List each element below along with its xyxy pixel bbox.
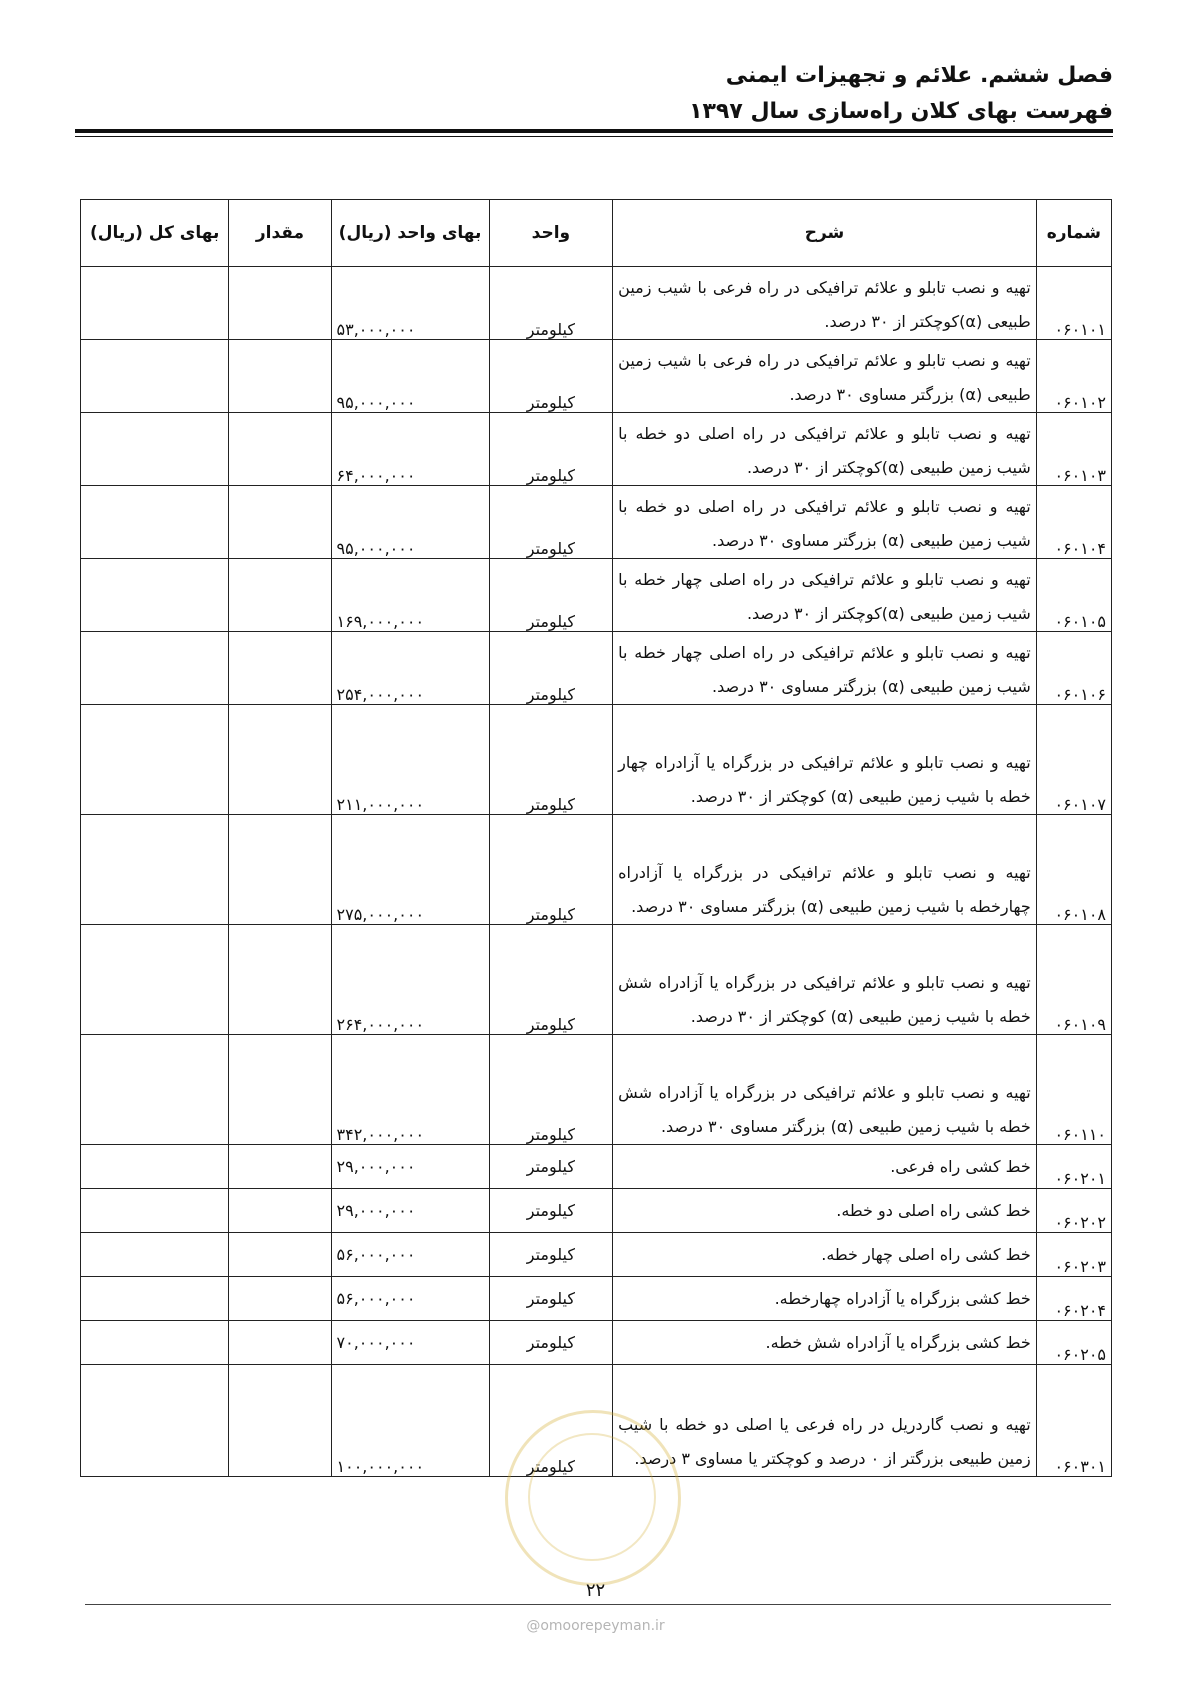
row-unit-price: ۲۵۴,۰۰۰,۰۰۰ xyxy=(331,632,489,705)
row-quantity xyxy=(229,1277,331,1321)
row-description: خط کشی بزرگراه یا آزادراه چهارخطه. xyxy=(613,1277,1037,1321)
row-quantity xyxy=(229,413,331,486)
row-description: تهیه و نصب تابلو و علائم ترافیکی در راه اصلی چهار خطه با شیب زمین طبیعی (α)کوچکتر از ۳۰ درصد. xyxy=(613,559,1037,632)
row-unit: کیلومتر xyxy=(489,340,613,413)
row-unit-price: ۲۹,۰۰۰,۰۰۰ xyxy=(331,1145,489,1189)
table-row xyxy=(81,1145,1112,1189)
row-total-price xyxy=(81,1035,229,1145)
row-unit-price: ۵۶,۰۰۰,۰۰۰ xyxy=(331,1233,489,1277)
row-total-price xyxy=(81,1145,229,1189)
row-description: تهیه و نصب تابلو و علائم ترافیکی در راه اصلی دو خطه با شیب زمین طبیعی (α) بزرگتر مساوی ۳۰ درصد. xyxy=(613,486,1037,559)
row-unit-price: ۵۶,۰۰۰,۰۰۰ xyxy=(331,1277,489,1321)
row-total-price xyxy=(81,632,229,705)
row-unit-price: ۵۳,۰۰۰,۰۰۰ xyxy=(331,267,489,340)
row-unit: کیلومتر xyxy=(489,267,613,340)
table-row xyxy=(81,267,1112,340)
row-unit: کیلومتر xyxy=(489,632,613,705)
row-description: تهیه و نصب تابلو و علائم ترافیکی در راه فرعی با شیب زمین طبیعی (α)کوچکتر از ۳۰ درصد. xyxy=(613,267,1037,340)
row-quantity xyxy=(229,267,331,340)
watermark-website: @omoorepeyman.ir xyxy=(526,1618,665,1634)
row-total-price xyxy=(81,486,229,559)
row-description: خط کشی راه اصلی چهار خطه. xyxy=(613,1233,1037,1277)
row-description: تهیه و نصب تابلو و علائم ترافیکی در راه اصلی دو خطه با شیب زمین طبیعی (α)کوچکتر از ۳۰ درصد. xyxy=(613,413,1037,486)
row-description: تهیه و نصب تابلو و علائم ترافیکی در راه فرعی با شیب زمین طبیعی (α) بزرگتر مساوی ۳۰ درصد. xyxy=(613,340,1037,413)
row-code: ۰۶۰۱۰۲ xyxy=(1036,340,1111,413)
row-quantity xyxy=(229,1321,331,1365)
row-unit-price: ۹۵,۰۰۰,۰۰۰ xyxy=(331,340,489,413)
row-code: ۰۶۰۱۰۸ xyxy=(1036,815,1111,925)
row-quantity xyxy=(229,340,331,413)
row-code: ۰۶۰۲۰۴ xyxy=(1036,1277,1111,1321)
header-rule-thick xyxy=(75,129,1113,133)
row-total-price xyxy=(81,413,229,486)
row-code: ۰۶۰۲۰۱ xyxy=(1036,1145,1111,1189)
row-unit-price: ۲۱۱,۰۰۰,۰۰۰ xyxy=(331,705,489,815)
chapter-title: فصل ششم. علائم و تجهیزات ایمنی xyxy=(725,63,1113,88)
row-unit-price: ۲۹,۰۰۰,۰۰۰ xyxy=(331,1189,489,1233)
row-total-price xyxy=(81,705,229,815)
row-description: خط کشی راه اصلی دو خطه. xyxy=(613,1189,1037,1233)
watermark-seal-inner xyxy=(528,1433,656,1561)
row-unit: کیلومتر xyxy=(489,1145,613,1189)
row-description: خط کشی بزرگراه یا آزادراه شش خطه. xyxy=(613,1321,1037,1365)
row-unit-price: ۲۷۵,۰۰۰,۰۰۰ xyxy=(331,815,489,925)
watermark-seal-icon xyxy=(505,1410,681,1586)
row-code: ۰۶۰۲۰۲ xyxy=(1036,1189,1111,1233)
row-description: تهیه و نصب تابلو و علائم ترافیکی در بزرگراه یا آزادراه شش خطه با شیب زمین طبیعی (α) بزرگتر مساوی ۳۰ درصد. xyxy=(613,1035,1037,1145)
row-unit-price: ۷۰,۰۰۰,۰۰۰ xyxy=(331,1321,489,1365)
row-quantity xyxy=(229,559,331,632)
table-row xyxy=(81,1233,1112,1277)
page-header xyxy=(689,60,1113,128)
row-quantity xyxy=(229,925,331,1035)
row-unit-price: ۶۴,۰۰۰,۰۰۰ xyxy=(331,413,489,486)
row-unit: کیلومتر xyxy=(489,413,613,486)
footer-rule xyxy=(85,1604,1111,1605)
row-quantity xyxy=(229,1365,331,1477)
header-quantity: مقدار xyxy=(229,200,331,267)
row-total-price xyxy=(81,1189,229,1233)
row-unit-price: ۹۵,۰۰۰,۰۰۰ xyxy=(331,486,489,559)
row-unit-price: ۱۰۰,۰۰۰,۰۰۰ xyxy=(331,1365,489,1477)
row-description: تهیه و نصب گاردریل در راه فرعی یا اصلی دو خطه با شیب زمین طبیعی بزرگتر از ۰ درصد و کوچکتر یا مساوی ۳ درصد. xyxy=(613,1365,1037,1477)
row-code: ۰۶۰۱۰۱ xyxy=(1036,267,1111,340)
row-code: ۰۶۰۱۰۵ xyxy=(1036,559,1111,632)
row-unit: کیلومتر xyxy=(489,1233,613,1277)
table-row xyxy=(81,559,1112,632)
row-total-price xyxy=(81,925,229,1035)
row-description: تهیه و نصب تابلو و علائم ترافیکی در بزرگراه یا آزادراه چهار خطه با شیب زمین طبیعی (α) کوچکتر از ۳۰ درصد. xyxy=(613,705,1037,815)
row-quantity xyxy=(229,815,331,925)
row-description: تهیه و نصب تابلو و علائم ترافیکی در بزرگراه یا آزادراه شش خطه با شیب زمین طبیعی (α) کوچکتر از ۳۰ درصد. xyxy=(613,925,1037,1035)
header-total-price: بهای کل (ریال) xyxy=(81,200,229,267)
row-unit-price: ۲۶۴,۰۰۰,۰۰۰ xyxy=(331,925,489,1035)
row-total-price xyxy=(81,340,229,413)
row-total-price xyxy=(81,1277,229,1321)
row-unit: کیلومتر xyxy=(489,925,613,1035)
table-row xyxy=(81,925,1112,1035)
row-code: ۰۶۰۱۰۴ xyxy=(1036,486,1111,559)
row-total-price xyxy=(81,559,229,632)
table-row xyxy=(81,815,1112,925)
row-total-price xyxy=(81,1365,229,1477)
row-code: ۰۶۰۱۰۹ xyxy=(1036,925,1111,1035)
row-quantity xyxy=(229,705,331,815)
row-description: تهیه و نصب تابلو و علائم ترافیکی در راه اصلی چهار خطه با شیب زمین طبیعی (α) بزرگتر مساوی ۳۰ درصد. xyxy=(613,632,1037,705)
row-quantity xyxy=(229,486,331,559)
row-description: تهیه و نصب تابلو و علائم ترافیکی در بزرگراه یا آزادراه چهارخطه با شیب زمین طبیعی (α) بزرگتر مساوی ۳۰ درصد. xyxy=(613,815,1037,925)
row-unit: کیلومتر xyxy=(489,559,613,632)
table-row xyxy=(81,413,1112,486)
row-code: ۰۶۰۱۱۰ xyxy=(1036,1035,1111,1145)
document-subtitle: فهرست بهای کلان راه‌سازی سال ۱۳۹۷ xyxy=(689,99,1113,124)
table-row xyxy=(81,1189,1112,1233)
row-quantity xyxy=(229,1189,331,1233)
header-unit-price: بهای واحد (ریال) xyxy=(331,200,489,267)
row-quantity xyxy=(229,1035,331,1145)
table-row xyxy=(81,340,1112,413)
table-row xyxy=(81,1035,1112,1145)
row-code: ۰۶۰۲۰۳ xyxy=(1036,1233,1111,1277)
row-code: ۰۶۰۱۰۶ xyxy=(1036,632,1111,705)
row-quantity xyxy=(229,632,331,705)
row-code: ۰۶۰۱۰۷ xyxy=(1036,705,1111,815)
row-unit: کیلومتر xyxy=(489,486,613,559)
row-code: ۰۶۰۳۰۱ xyxy=(1036,1365,1111,1477)
row-unit: کیلومتر xyxy=(489,1189,613,1233)
row-unit: کیلومتر xyxy=(489,1277,613,1321)
row-quantity xyxy=(229,1233,331,1277)
table-row xyxy=(81,705,1112,815)
header-code: شماره xyxy=(1036,200,1111,267)
page-number: ۲۲ xyxy=(585,1580,606,1601)
row-unit: کیلومتر xyxy=(489,1321,613,1365)
table-row xyxy=(81,1277,1112,1321)
row-code: ۰۶۰۱۰۳ xyxy=(1036,413,1111,486)
row-total-price xyxy=(81,815,229,925)
row-total-price xyxy=(81,1321,229,1365)
row-unit: کیلومتر xyxy=(489,705,613,815)
row-unit: کیلومتر xyxy=(489,815,613,925)
table-row xyxy=(81,486,1112,559)
table-row xyxy=(81,1321,1112,1365)
row-total-price xyxy=(81,267,229,340)
table-header-row xyxy=(81,200,1112,267)
row-description: خط کشی راه فرعی. xyxy=(613,1145,1037,1189)
row-unit: کیلومتر xyxy=(489,1365,613,1477)
header-rule-thin xyxy=(75,136,1113,137)
header-description: شرح xyxy=(613,200,1037,267)
header-unit: واحد xyxy=(489,200,613,267)
row-quantity xyxy=(229,1145,331,1189)
row-unit: کیلومتر xyxy=(489,1035,613,1145)
row-code: ۰۶۰۲۰۵ xyxy=(1036,1321,1111,1365)
row-unit-price: ۳۴۲,۰۰۰,۰۰۰ xyxy=(331,1035,489,1145)
row-total-price xyxy=(81,1233,229,1277)
table-row xyxy=(81,632,1112,705)
price-list-table xyxy=(80,199,1112,1477)
row-unit-price: ۱۶۹,۰۰۰,۰۰۰ xyxy=(331,559,489,632)
